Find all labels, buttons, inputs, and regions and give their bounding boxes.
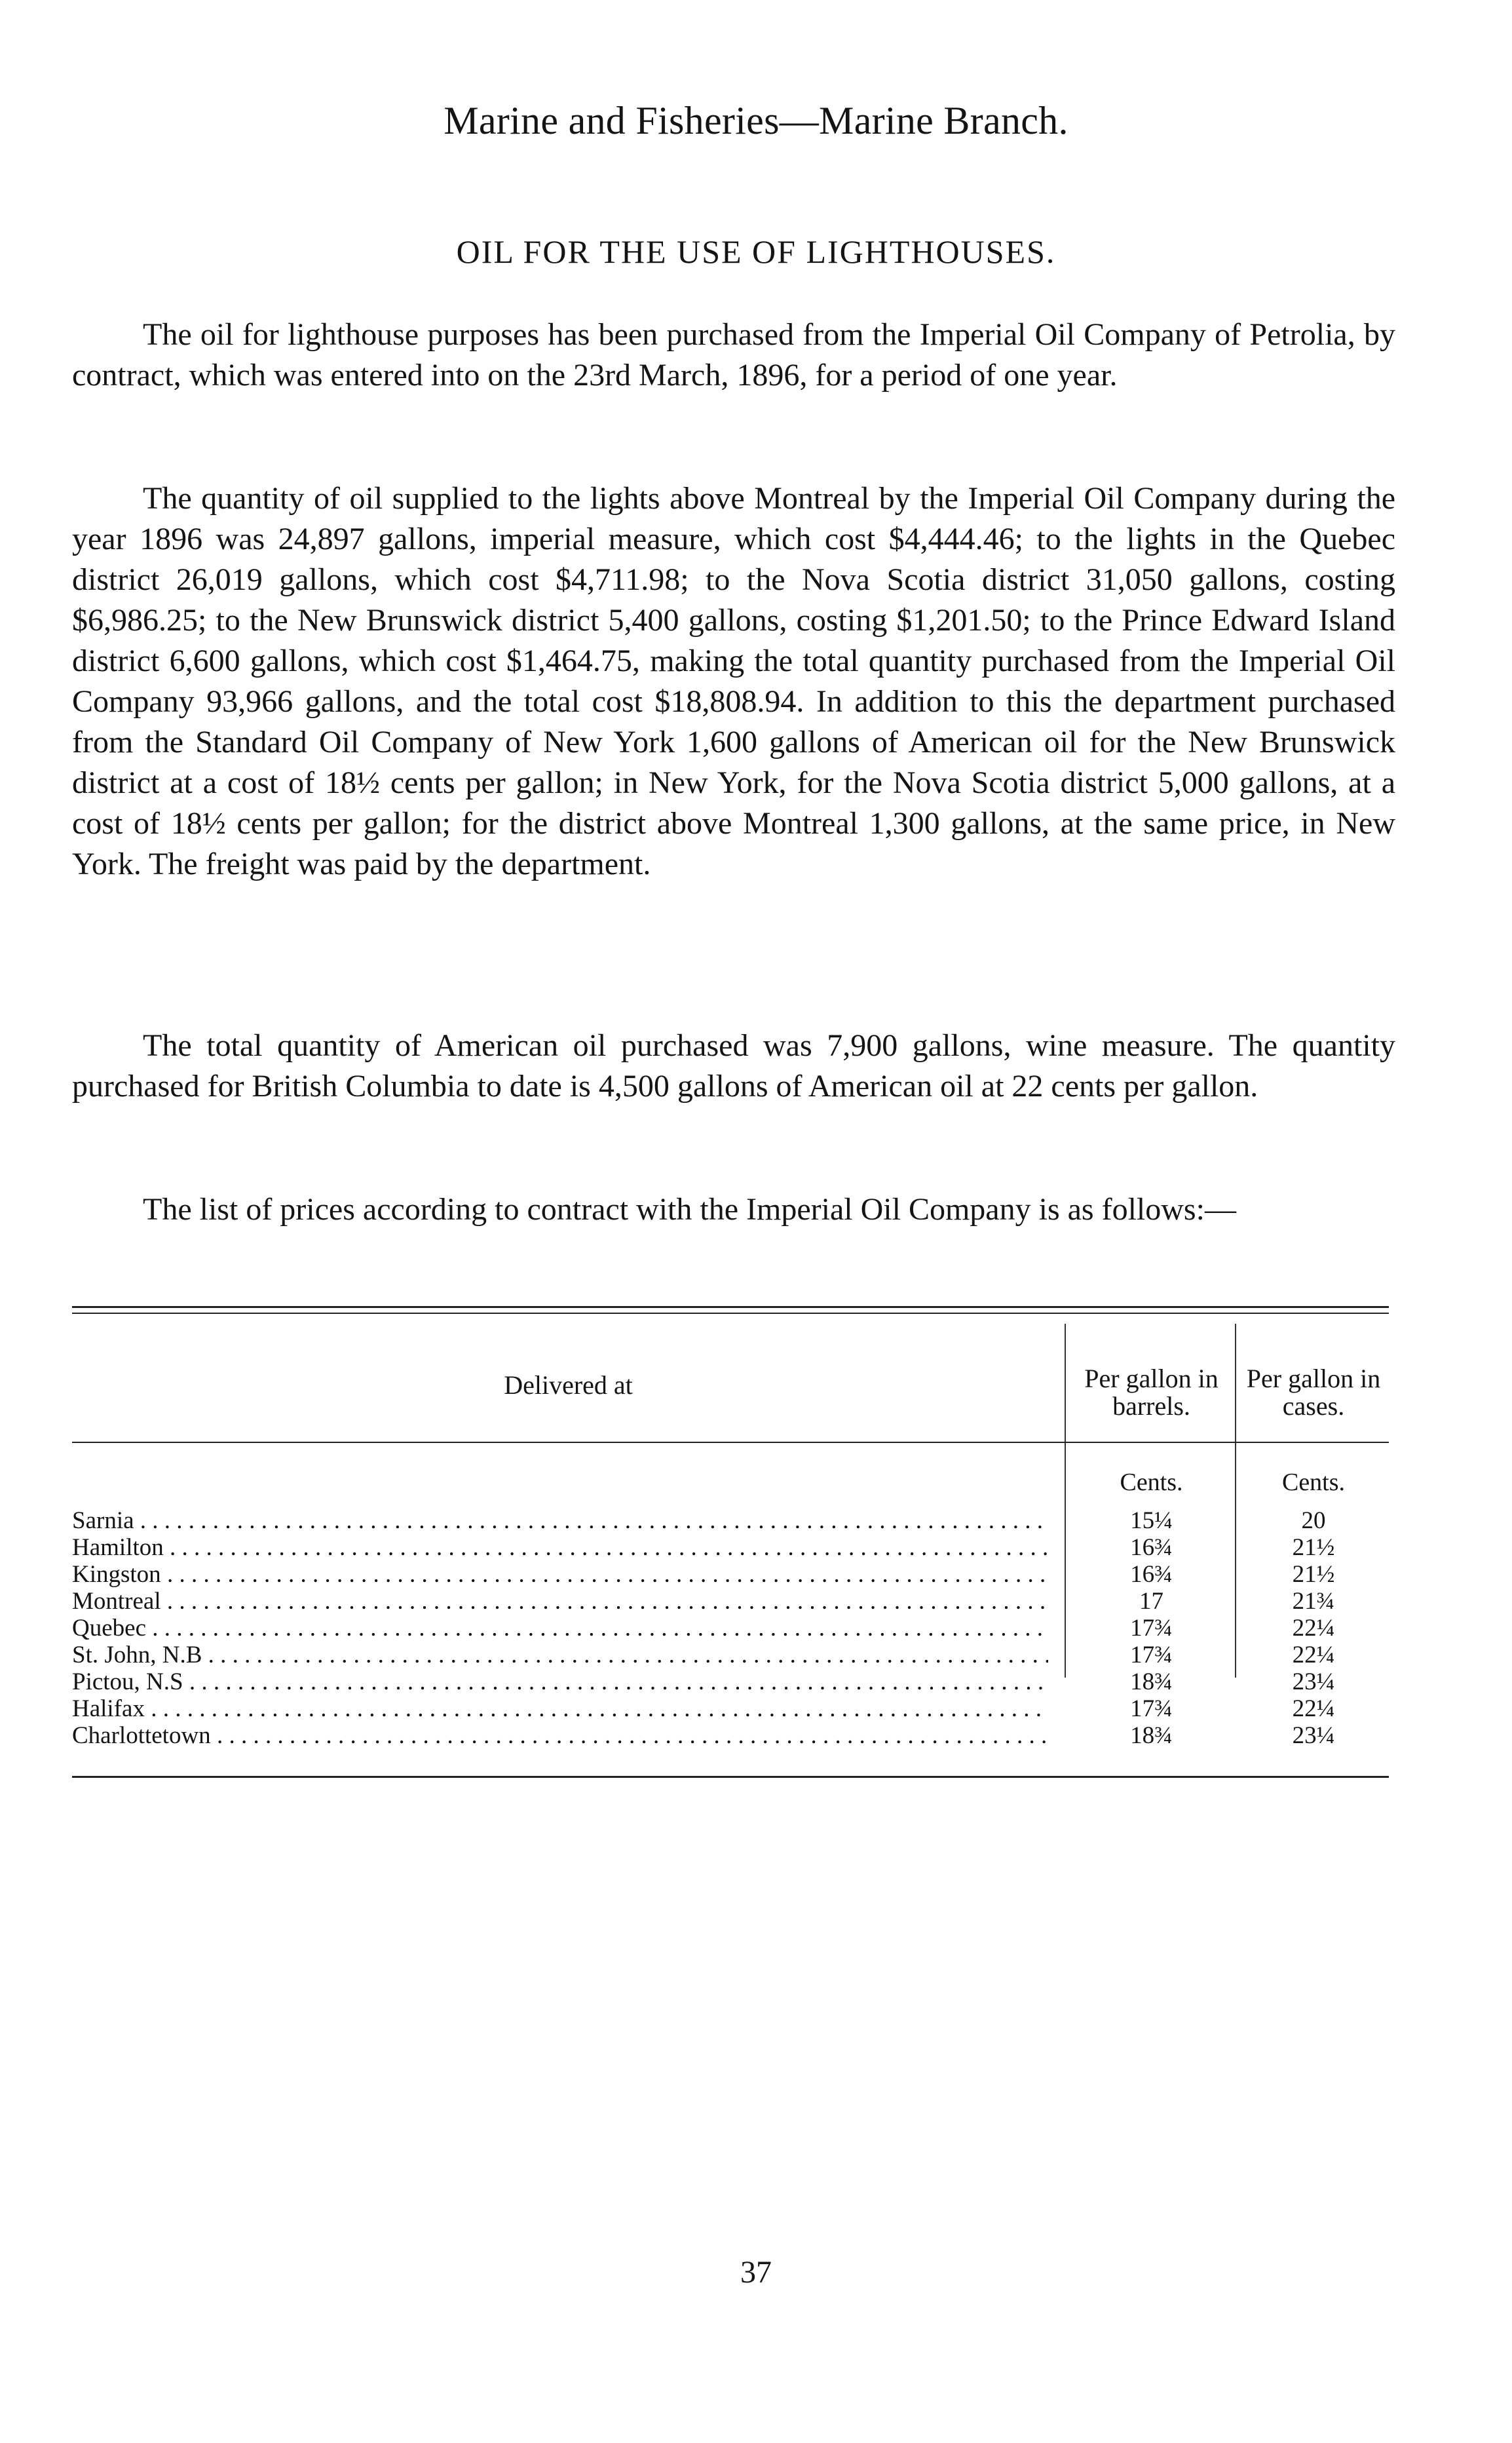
page-number: 37	[740, 2255, 772, 2290]
table-header-rule	[72, 1442, 1389, 1443]
price-barrels: 17	[1139, 1588, 1163, 1615]
price-cases: 20	[1301, 1507, 1326, 1534]
place-name: St. John, N.B . . .	[72, 1642, 1048, 1668]
header-per-gallon-barrels: Per gallon in barrels.	[1084, 1364, 1219, 1421]
price-barrels: 17¾	[1130, 1615, 1173, 1642]
paragraph-quantities: The quantity of oil supplied to the lights above Montreal by the Imperial Oil Company during the year 1896 was 24,897 gallons, imperial measure, which cost $4,444.46; to the lights in the Quebec district 26,019 gallons, which cost $4,711.98; to the Nova Scotia district 31,050 gallons, costing $6,986.25; to the New Brunswick district 5,400 gallons, costing $1,201.50; to the Prince Edward Island district 6,600 gallons, which cost $1,464.75, making the total quantity purchased from the Imperial Oil Company 93,966 gallons, and the total cost $18,808.94. In addition to this the department purchased from the Standard Oil Company of New York 1,600 gallons of American oil for the New Brunswick district at a cost of 18½ cents per gallon; in New York, for the Nova Scotia district 5,000 gallons, at a cost of 18½ cents per gallon; for the district above Montreal 1,300 gallons, at the same price, in New York. The freight was paid by the department.	[72, 481, 1395, 881]
header-delivered-at: Delivered at	[504, 1370, 633, 1400]
header-per-gallon-cases: Per gallon in cases.	[1246, 1364, 1381, 1421]
price-barrels: 17¾	[1130, 1642, 1173, 1668]
section-title: OIL FOR THE USE OF LIGHTHOUSES.	[456, 233, 1056, 270]
table-row	[72, 1722, 1389, 1749]
table-bottom-rule	[72, 1776, 1389, 1778]
place-name: Quebec . . .	[72, 1615, 1048, 1642]
price-table-body	[72, 1507, 1389, 1749]
paragraph-american-oil: The total quantity of American oil purchased was 7,900 gallons, wine measure. The quantity purchased for British Columbia to date is 4,500 gallons of American oil at 22 cents per gallon.	[72, 1028, 1395, 1104]
place-name: Halifax . . .	[72, 1695, 1048, 1722]
price-cases: 22¼	[1292, 1642, 1335, 1668]
table-row	[72, 1534, 1389, 1561]
table-row	[72, 1642, 1389, 1668]
table-row	[72, 1695, 1389, 1722]
place-name: Montreal . . .	[72, 1588, 1048, 1615]
place-name: Kingston . . .	[72, 1561, 1048, 1588]
price-cases: 21½	[1292, 1534, 1335, 1561]
units-barrels: Cents.	[1120, 1469, 1183, 1496]
price-barrels: 18¾	[1130, 1668, 1173, 1695]
table-row	[72, 1507, 1389, 1534]
paragraph-contract: The oil for lighthouse purposes has been purchased from the Imperial Oil Company of Petrolia, by contract, which was entered into on the 23rd March, 1896, for a period of one year.	[72, 317, 1395, 393]
price-barrels: 16¾	[1130, 1534, 1173, 1561]
table-row	[72, 1615, 1389, 1642]
price-cases: 22¼	[1292, 1695, 1335, 1722]
place-name: Sarnia . . .	[72, 1507, 1048, 1534]
running-head: Marine and Fisheries—Marine Branch.	[444, 99, 1068, 142]
price-barrels: 16¾	[1130, 1561, 1173, 1588]
table-row	[72, 1668, 1389, 1695]
price-cases: 21½	[1292, 1561, 1335, 1588]
price-cases: 21¾	[1292, 1588, 1335, 1615]
place-name: Pictou, N.S . . .	[72, 1668, 1048, 1695]
table-top-rule	[72, 1306, 1389, 1308]
price-cases: 23¼	[1292, 1722, 1335, 1749]
price-cases: 23¼	[1292, 1668, 1335, 1695]
price-barrels: 15¼	[1130, 1507, 1173, 1534]
table-top-rule-inner	[72, 1313, 1389, 1314]
place-name: Charlottetown . . .	[72, 1722, 1048, 1749]
units-cases: Cents.	[1281, 1469, 1346, 1496]
price-barrels: 18¾	[1130, 1722, 1173, 1749]
price-barrels: 17¾	[1130, 1695, 1173, 1722]
table-row	[72, 1588, 1389, 1615]
price-cases: 22¼	[1292, 1615, 1335, 1642]
table-row	[72, 1561, 1389, 1588]
place-name: Hamilton . . .	[72, 1534, 1048, 1561]
paragraph-price-list-intro: The list of prices according to contract with the Imperial Oil Company is as follows:—	[143, 1192, 1236, 1227]
